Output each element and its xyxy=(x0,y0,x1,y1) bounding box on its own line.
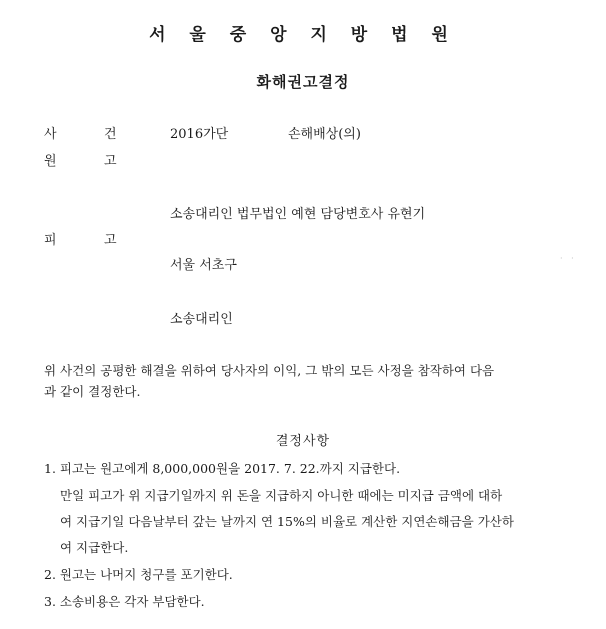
defendant-label-char2: 고 xyxy=(104,233,117,248)
decision-item-1-cont-2: 여 지급기일 다음날부터 갚는 날까지 연 15%의 비율로 계산한 지연손해금을 가산하 xyxy=(60,514,514,529)
case-label-char2: 건 xyxy=(104,127,117,142)
defendant-address: 서울 서초구 xyxy=(170,258,237,273)
decision-item-1-cont-1: 만일 피고가 위 지급기일까지 위 돈을 지급하지 아니한 때에는 미지급 금액에 대하 xyxy=(60,488,503,503)
court-name: 서 울 중 앙 지 방 법 원 xyxy=(149,25,457,45)
plaintiff-label-char1: 원 xyxy=(44,154,57,169)
case-name: 손해배상(의) xyxy=(288,127,361,142)
defendant-attorney-label: 소송대리인 xyxy=(170,312,233,327)
decision-item-2: 2. 원고는 나머지 청구를 포기한다. xyxy=(44,567,233,582)
case-label-char1: 사 xyxy=(44,127,57,142)
decision-item-1: 1. 피고는 원고에게 8,000,000원을 2017. 7. 22.까지 지급한다. xyxy=(44,461,401,476)
plaintiff-label-char2: 고 xyxy=(104,154,117,169)
plaintiff-attorney: 소송대리인 법무법인 예현 담당변호사 유현기 xyxy=(170,207,426,222)
case-number: 2016가단 xyxy=(170,127,229,142)
intro-line-1: 위 사건의 공평한 해결을 위하여 당사자의 이익, 그 밖의 모든 사정을 참작하여 다음 xyxy=(44,363,495,378)
intro-line-2: 과 같이 결정한다. xyxy=(44,384,141,399)
decision-section-title: 결정사항 xyxy=(275,434,331,449)
decision-item-1-cont-3: 여 지급한다. xyxy=(60,540,129,555)
decision-item-3: 3. 소송비용은 각자 부담한다. xyxy=(44,594,205,609)
document-title: 화해권고결정 xyxy=(256,73,350,91)
defendant-label-char1: 피 xyxy=(44,233,57,248)
redaction-marks: · · xyxy=(560,254,577,263)
